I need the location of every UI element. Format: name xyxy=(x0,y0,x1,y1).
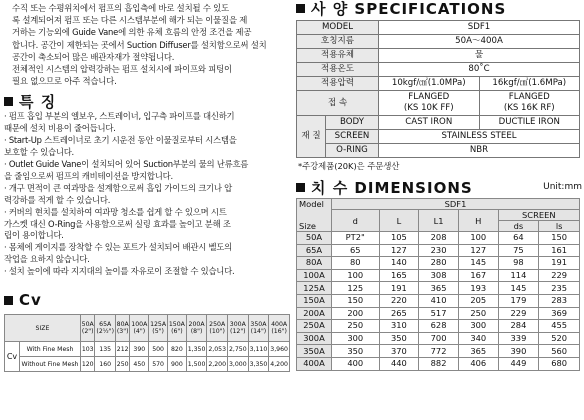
cv-value: 3,110 xyxy=(248,342,269,357)
spec-value: 50A～400A xyxy=(379,35,580,49)
spec-label: MODEL xyxy=(297,21,379,35)
dim-row xyxy=(297,345,580,358)
dim-value: 230 xyxy=(419,244,459,257)
dim-model: SDF1 xyxy=(332,199,580,210)
square-bullet-icon xyxy=(296,183,305,192)
spec-part: SCREEN xyxy=(326,130,379,144)
cv-size-name: 300A xyxy=(229,321,246,329)
dim-value: 114 xyxy=(498,269,539,282)
dim-value: 98 xyxy=(498,257,539,270)
dim-value: 145 xyxy=(498,282,539,295)
dim-size: 50A xyxy=(297,232,332,245)
spec-value: 10kgf/㎠(1.0MPa) xyxy=(379,77,480,91)
feature-line: · 커버의 현치를 설치하여 여과망 청소를 쉽게 할 수 있으며 시트 xyxy=(4,206,227,217)
dim-value: 200 xyxy=(332,307,380,320)
feature-line: · 설치 높이에 따라 지지대의 높이를 자유로이 조절할 수 있습니다. xyxy=(4,266,235,277)
cv-row xyxy=(5,357,290,372)
spec-row xyxy=(297,35,580,49)
dim-value: 680 xyxy=(539,357,580,370)
cv-value: 3,000 xyxy=(228,357,249,372)
feature-item xyxy=(4,135,290,159)
dim-value: 520 xyxy=(539,332,580,345)
dim-value: 80 xyxy=(332,257,380,270)
dimensions-unit: Unit:mm xyxy=(543,182,582,192)
dim-value: 65 xyxy=(332,244,380,257)
cv-row-label: With Fine Mesh xyxy=(20,342,81,357)
cv-value: 4,200 xyxy=(269,357,290,372)
dim-value: 250 xyxy=(458,307,498,320)
spec-value-line: FLANGED xyxy=(408,92,450,102)
cv-size-cell xyxy=(186,315,207,342)
spec-row xyxy=(297,63,580,77)
square-bullet-icon xyxy=(296,4,305,13)
spec-row xyxy=(297,116,580,130)
dim-value: 300 xyxy=(458,320,498,333)
features-title: 특 징 xyxy=(19,92,57,111)
dim-value: 700 xyxy=(419,332,459,345)
dim-value: 560 xyxy=(539,345,580,358)
dim-value: 205 xyxy=(458,294,498,307)
cv-value: 2,053 xyxy=(207,342,228,357)
feature-line: 력강하를 적게 할 수 있습니다. xyxy=(4,194,111,205)
dim-value: 390 xyxy=(498,345,539,358)
cv-size-inch: (16") xyxy=(271,328,287,336)
dim-value: 161 xyxy=(539,244,580,257)
spec-row xyxy=(297,21,580,35)
dim-row xyxy=(297,232,580,245)
cv-value: 3,350 xyxy=(248,357,269,372)
spec-label: 적용유체 xyxy=(297,49,379,63)
dim-size: 300A xyxy=(297,332,332,345)
intro-line: 공간이 축소되어 많은 배관자재가 절약됩니다. xyxy=(12,51,175,62)
feature-item xyxy=(4,266,290,278)
cv-row xyxy=(5,342,290,357)
spec-value xyxy=(479,91,580,116)
feature-line: 작업을 요하지 않습니다. xyxy=(4,254,90,265)
dim-size: 400A xyxy=(297,357,332,370)
intro-line: 거하는 기능외에 Guide Vane에 의한 유체 흐름의 안정 조건을 제공 xyxy=(12,27,252,38)
dim-value: 235 xyxy=(539,282,580,295)
dim-value: 882 xyxy=(419,357,459,370)
dim-row xyxy=(297,282,580,295)
dim-value: 365 xyxy=(458,345,498,358)
spec-part: BODY xyxy=(326,116,379,130)
dim-value: 64 xyxy=(498,232,539,245)
spec-part: O-RING xyxy=(326,144,379,158)
intro-line: 수직 또는 수평위치에서 펌프의 흡입측에 바로 설치될 수 있도 xyxy=(12,3,229,13)
dim-row xyxy=(297,307,580,320)
dim-row xyxy=(297,357,580,370)
dim-value: 350 xyxy=(332,345,380,358)
dim-value: 220 xyxy=(379,294,419,307)
cv-size-inch: (4") xyxy=(133,328,146,336)
feature-item xyxy=(4,111,290,135)
cv-size-inch: (8") xyxy=(190,328,203,336)
right-column xyxy=(296,0,582,371)
spec-value xyxy=(379,91,480,116)
spec-label: 호칭지름 xyxy=(297,35,379,49)
dim-size: 65A xyxy=(297,244,332,257)
cv-value: 570 xyxy=(149,357,168,372)
cv-size-name: 125A xyxy=(150,321,167,329)
dim-value: 517 xyxy=(419,307,459,320)
cv-value: 3,960 xyxy=(269,342,290,357)
dimensions-heading xyxy=(296,178,582,196)
spec-value: CAST IRON xyxy=(379,116,480,130)
dim-value: 284 xyxy=(498,320,539,333)
dim-size-label: Size xyxy=(297,221,332,232)
feature-line: · 펌프 흡입 부분의 엘보우, 스트레이너, 입구측 파이프를 대신하기 xyxy=(4,111,235,122)
cv-title: Cv xyxy=(19,291,42,310)
dim-value: 300 xyxy=(332,332,380,345)
spec-value: NBR xyxy=(379,144,580,158)
spec-value: 80˚C xyxy=(379,63,580,77)
dim-value: 140 xyxy=(379,257,419,270)
dim-value: 150 xyxy=(539,232,580,245)
cv-value: 1,500 xyxy=(186,357,207,372)
dim-value: 310 xyxy=(379,320,419,333)
cv-size-inch: (2½") xyxy=(96,328,115,336)
cv-size-cell xyxy=(81,315,95,342)
dim-value: 165 xyxy=(379,269,419,282)
spec-value: DUCTILE IRON xyxy=(479,116,580,130)
dimensions-table xyxy=(296,198,580,371)
dim-value: 150 xyxy=(332,294,380,307)
cv-size-name: 65A xyxy=(99,321,112,329)
dim-value: 191 xyxy=(539,257,580,270)
dim-row xyxy=(297,269,580,282)
specs-table xyxy=(296,20,580,158)
spec-value-line: FLANGED xyxy=(508,92,550,102)
spec-value: SDF1 xyxy=(379,21,580,35)
cv-size-label: SIZE xyxy=(5,315,81,342)
cv-size-cell xyxy=(228,315,249,342)
dim-value: 400 xyxy=(332,357,380,370)
dim-size: 350A xyxy=(297,345,332,358)
dim-size: 80A xyxy=(297,257,332,270)
square-bullet-icon xyxy=(4,296,13,305)
dim-size: 125A xyxy=(297,282,332,295)
dim-screen-header: SCREEN xyxy=(498,210,579,221)
cv-value: 120 xyxy=(81,357,95,372)
spec-row xyxy=(297,91,580,116)
cv-value: 450 xyxy=(130,357,149,372)
spec-label: 접 속 xyxy=(297,91,379,116)
dim-value: 350 xyxy=(379,332,419,345)
cv-size-name: 250A xyxy=(209,321,226,329)
cv-label: Cv xyxy=(5,342,20,372)
cv-table xyxy=(4,314,290,372)
spec-row xyxy=(297,49,580,63)
dim-value: 167 xyxy=(458,269,498,282)
cv-value: 250 xyxy=(115,357,129,372)
dim-row xyxy=(297,257,580,270)
intro-paragraph xyxy=(4,63,290,87)
feature-line: · 몸체에 게이지를 장착할 수 있는 포트가 설치되어 배관시 벨도의 xyxy=(4,242,232,253)
cv-row-label: Without Fine Mesh xyxy=(20,357,81,372)
dim-row xyxy=(297,320,580,333)
dim-size: 200A xyxy=(297,307,332,320)
dim-col-header: H xyxy=(458,210,498,232)
feature-item xyxy=(4,159,290,183)
cv-value: 135 xyxy=(95,342,116,357)
dim-value: PT2" xyxy=(332,232,380,245)
dim-value: 283 xyxy=(539,294,580,307)
dim-col-header: L1 xyxy=(419,210,459,232)
spec-row xyxy=(297,144,580,158)
cv-size-name: 350A xyxy=(250,321,267,329)
dim-value: 369 xyxy=(539,307,580,320)
cv-value: 212 xyxy=(115,342,129,357)
dim-value: 125 xyxy=(332,282,380,295)
features-heading xyxy=(4,93,290,109)
feature-item xyxy=(4,207,290,243)
cv-value: 900 xyxy=(167,357,186,372)
cv-value: 2,750 xyxy=(228,342,249,357)
spec-value: 16kgf/㎠(1.6MPa) xyxy=(479,77,580,91)
cv-size-name: 150A xyxy=(168,321,185,329)
left-column xyxy=(4,0,290,372)
dim-value: 449 xyxy=(498,357,539,370)
feature-line: · Start-Up 스트레이너로 초기 시운전 동안 이물질로부터 시스템을 xyxy=(4,135,237,146)
features-list xyxy=(4,111,290,278)
dim-col-header: L xyxy=(379,210,419,232)
dim-size: 250A xyxy=(297,320,332,333)
cv-size-inch: (3") xyxy=(116,328,129,336)
cv-size-inch: (2") xyxy=(81,328,94,336)
feature-line: 보호할 수 있습니다. xyxy=(4,147,74,158)
dim-value: 229 xyxy=(539,269,580,282)
cv-size-inch: (14") xyxy=(250,328,267,336)
dim-row xyxy=(297,294,580,307)
cv-value: 820 xyxy=(167,342,186,357)
spec-value: STAINLESS STEEL xyxy=(379,130,580,144)
feature-line: · 개구 면적이 큰 여과망을 설계함으로써 흡입 가이드의 크기나 압 xyxy=(4,182,232,193)
dim-value: 179 xyxy=(498,294,539,307)
intro-line: 록 설계되어져 펌프 또는 다른 시스템부분에 해가 되는 이물질을 제 xyxy=(12,15,248,26)
cv-value: 1,350 xyxy=(186,342,207,357)
specs-note: *주강제품(20K)은 주문생산 xyxy=(298,161,400,171)
cv-size-inch: (10") xyxy=(209,328,225,336)
cv-size-name: 80A xyxy=(116,321,129,329)
dim-value: 100 xyxy=(458,232,498,245)
dim-value: 250 xyxy=(332,320,380,333)
cv-size-name: 200A xyxy=(188,321,205,329)
dim-value: 127 xyxy=(379,244,419,257)
intro-line: 합니다. 공간이 제한되는 곳에서 Suction Diffuser를 설치함으로써 설치 xyxy=(12,39,267,50)
intro-line: 필요 없으므로 아주 적습니다. xyxy=(12,76,117,87)
cv-size-cell xyxy=(115,315,129,342)
intro-paragraph xyxy=(4,2,290,63)
spec-row xyxy=(297,77,580,91)
dim-value: 191 xyxy=(379,282,419,295)
feature-item xyxy=(4,242,290,266)
dim-header-row xyxy=(297,210,580,221)
dim-value: 229 xyxy=(498,307,539,320)
feature-line: 때문에 설치 비용이 줄어듭니다. xyxy=(4,123,116,134)
cv-size-cell xyxy=(248,315,269,342)
dim-size: 100A xyxy=(297,269,332,282)
intro-line: 전체적인 시스템의 압력강하는 펌프 설치시에 파이프와 피팅이 xyxy=(12,64,232,75)
cv-value: 2,200 xyxy=(207,357,228,372)
cv-size-cell xyxy=(149,315,168,342)
dim-value: 772 xyxy=(419,345,459,358)
cv-value: 103 xyxy=(81,342,95,357)
dim-value: 127 xyxy=(458,244,498,257)
dim-value: 628 xyxy=(419,320,459,333)
cv-size-cell xyxy=(167,315,186,342)
dim-col-header: ds xyxy=(498,221,539,232)
spec-value-line: (KS 16K RF) xyxy=(503,103,555,113)
cv-heading xyxy=(4,292,290,308)
feature-line: 립이 용이합니다. xyxy=(4,230,64,241)
dim-row xyxy=(297,332,580,345)
dim-value: 105 xyxy=(379,232,419,245)
dim-value: 100 xyxy=(332,269,380,282)
cv-size-cell xyxy=(130,315,149,342)
dim-value: 145 xyxy=(458,257,498,270)
dim-value: 365 xyxy=(419,282,459,295)
dim-value: 193 xyxy=(458,282,498,295)
specs-title: 사 양 SPECIFICATIONS xyxy=(311,0,507,18)
dim-value: 339 xyxy=(498,332,539,345)
spec-value: 물 xyxy=(379,49,580,63)
dim-value: 410 xyxy=(419,294,459,307)
dim-value: 455 xyxy=(539,320,580,333)
dim-col-header: d xyxy=(332,210,380,232)
dim-value: 308 xyxy=(419,269,459,282)
dim-value: 280 xyxy=(419,257,459,270)
cv-value: 390 xyxy=(130,342,149,357)
feature-line: · Outlet Guide Vane이 설치되어 있어 Suction부분의 물의 난류흐름 xyxy=(4,159,249,170)
spec-label: 재 질 xyxy=(297,116,326,158)
feature-item xyxy=(4,183,290,207)
cv-size-name: 400A xyxy=(271,321,288,329)
spec-label: 적용압력 xyxy=(297,77,379,91)
cv-value: 160 xyxy=(95,357,116,372)
dim-value: 440 xyxy=(379,357,419,370)
square-bullet-icon xyxy=(4,97,13,106)
spec-label: 적용온도 xyxy=(297,63,379,77)
dim-value: 75 xyxy=(498,244,539,257)
dim-col-header: ls xyxy=(539,221,580,232)
cv-header-row xyxy=(5,315,290,342)
dim-value: 370 xyxy=(379,345,419,358)
dim-header-row xyxy=(297,199,580,210)
feature-line: 을 줄임으로써 펌프의 캐비테이션을 방지합니다. xyxy=(4,170,173,181)
cv-size-inch: (12") xyxy=(230,328,246,336)
dim-model-label: Model xyxy=(297,199,332,210)
dim-value: 406 xyxy=(458,357,498,370)
cv-value: 500 xyxy=(149,342,168,357)
dim-size: 150A xyxy=(297,294,332,307)
feature-line: 가스켓 대신 O-Ring을 사용함으로써 실링 효과를 높이고 분해 조 xyxy=(4,218,231,229)
cv-size-name: 50A xyxy=(81,321,94,329)
intro-text xyxy=(4,2,290,87)
dim-value: 265 xyxy=(379,307,419,320)
cv-size-inch: (5") xyxy=(152,328,164,336)
spec-value-line: (KS 10K FF) xyxy=(403,103,454,113)
dim-size-header xyxy=(297,210,332,221)
cv-size-inch: (6") xyxy=(171,328,183,336)
spec-row xyxy=(297,130,580,144)
dimensions-title: 치 수 DIMENSIONS xyxy=(311,178,473,197)
specs-heading xyxy=(296,0,582,16)
dim-row xyxy=(297,244,580,257)
cv-size-cell xyxy=(95,315,116,342)
cv-size-name: 100A xyxy=(131,321,148,329)
dim-value: 208 xyxy=(419,232,459,245)
dim-value: 340 xyxy=(458,332,498,345)
cv-size-cell xyxy=(207,315,228,342)
cv-size-cell xyxy=(269,315,290,342)
